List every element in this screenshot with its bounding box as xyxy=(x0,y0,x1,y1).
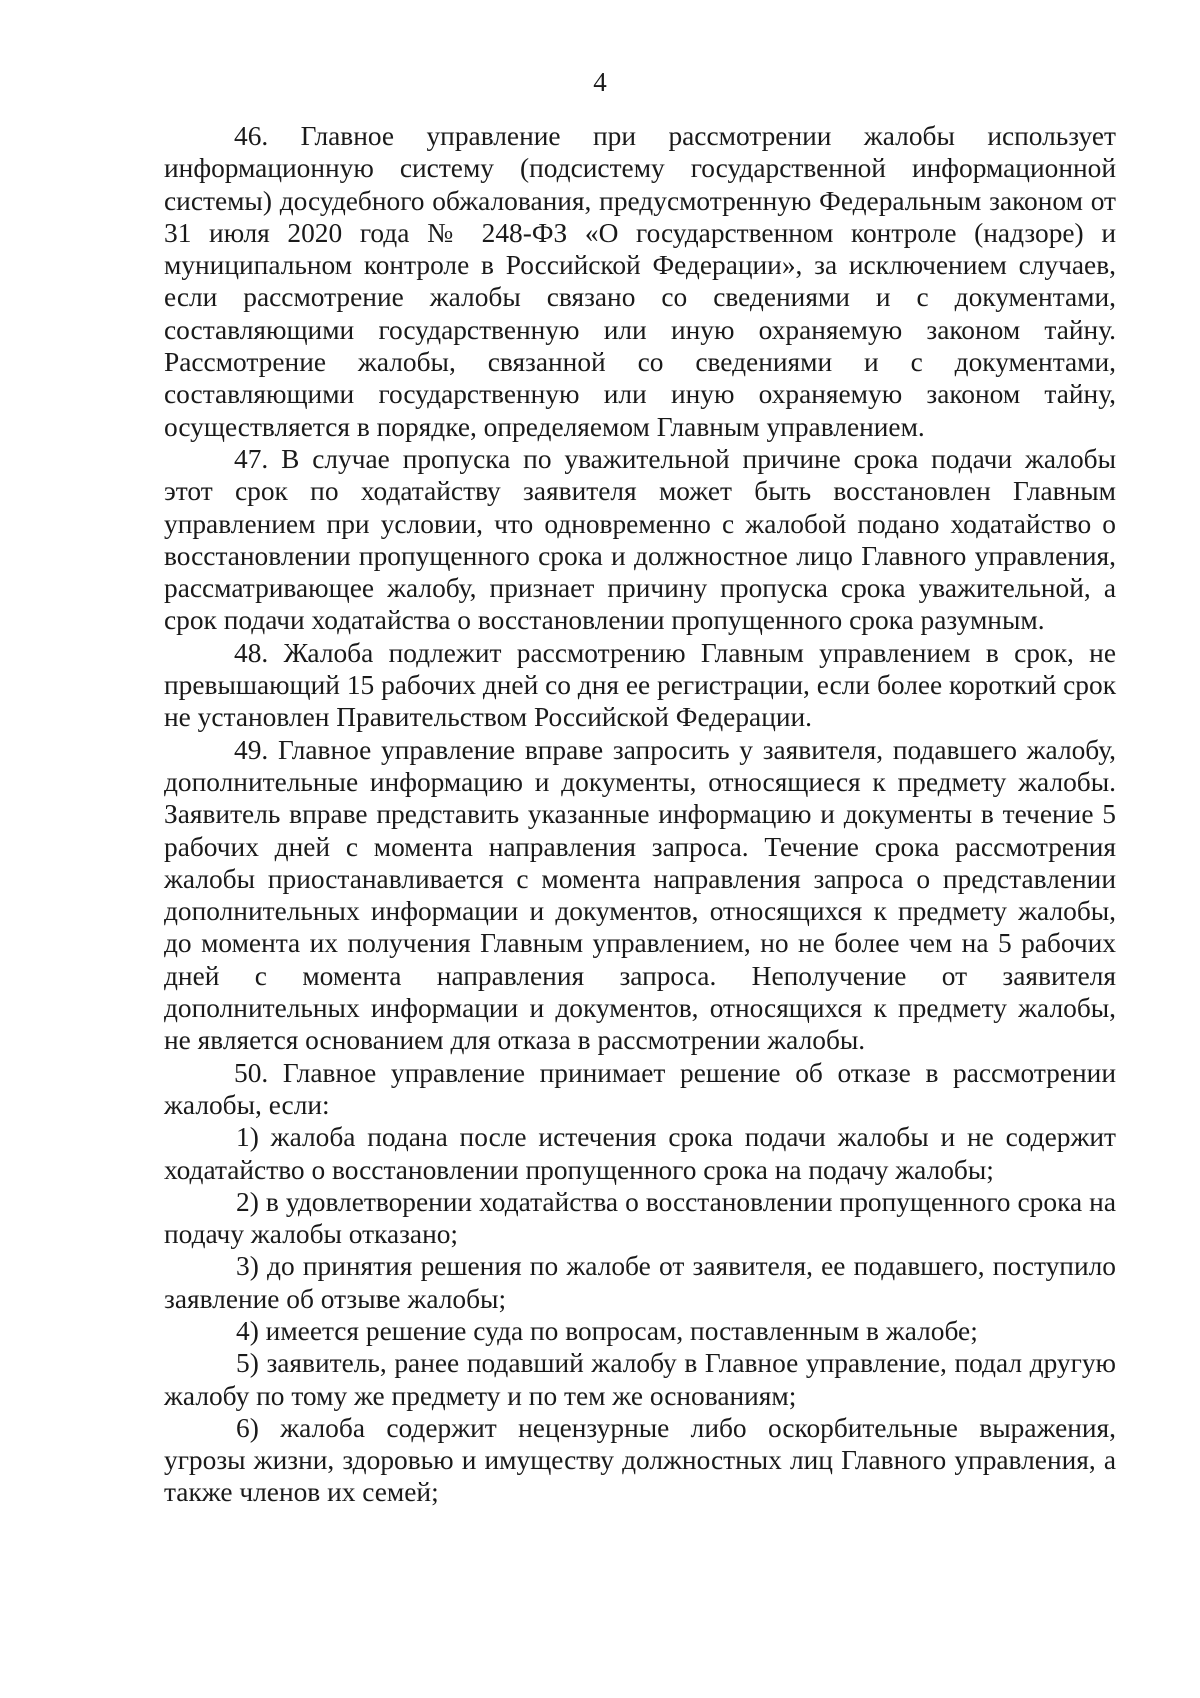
document-body xyxy=(164,120,1116,1509)
paragraph-46: 46. Главное управление при рассмотрении жалобы использует информационную систему (подсистему государственной информационной системы) досудебного обжалования, предусмотренную Федеральным законом от 31 июля 2020 года № 248-ФЗ «О государственном контроле (надзоре) и муниципальном контроле в Российской Федерации», за исключением случаев, если рассмотрение жалобы связано со сведениями и с документами, составляющими государственную или иную охраняемую законом тайну. Рассмотрение жалобы, связанной со сведениями и с документами, составляющими государственную или иную охраняемую законом тайну, осуществляется в порядке, определяемом Главным управлением. xyxy=(164,121,1116,442)
paragraph-48: 48. Жалоба подлежит рассмотрению Главным управлением в срок, не превышающий 15 рабочих дней со дня ее регистрации, если более короткий срок не установлен Правительством Российской Федерации. xyxy=(164,637,1116,733)
paragraph-47: 47. В случае пропуска по уважительной причине срока подачи жалобы этот срок по ходатайству заявителя может быть восстановлен Главным управлением при условии, что одновременно с жалобой подано ходатайство о восстановлении пропущенного срока и должностное лицо Главного управления, рассматривающее жалобу, признает причину пропуска срока уважительной, а срок подачи ходатайства о восстановлении пропущенного срока разумным. xyxy=(164,443,1116,636)
list-item-6: 6) жалоба содержит нецензурные либо оскорбительные выражения, угрозы жизни, здоровью и имуществу должностных лиц Главного управления, а также членов их семей; xyxy=(164,1412,1116,1508)
list-item-1: 1) жалоба подана после истечения срока подачи жалобы и не содержит ходатайство о восстановлении пропущенного срока на подачу жалобы; xyxy=(164,1122,1116,1185)
list-item-3: 3) до принятия решения по жалобе от заявителя, ее подавшего, поступило заявление об отзыве жалобы; xyxy=(164,1251,1116,1314)
list-item-4: 4) имеется решение суда по вопросам, поставленным в жалобе; xyxy=(236,1315,978,1346)
paragraph-49: 49. Главное управление вправе запросить у заявителя, подавшего жалобу, дополнительные информацию и документы, относящиеся к предмету жалобы. Заявитель вправе представить указанные информацию и документы в течение 5 рабочих дней с момента направления запроса. Течение срока рассмотрения жалобы приостанавливается с момента направления запроса о представлении дополнительных информации и документов, относящихся к предмету жалобы, до момента их получения Главным управлением, но не более чем на 5 рабочих дней с момента направления запроса. Неполучение от заявителя дополнительных информации и документов, относящихся к предмету жалобы, не является основанием для отказа в рассмотрении жалобы. xyxy=(164,734,1116,1056)
paragraph-50: 50. Главное управление принимает решение об отказе в рассмотрении жалобы, если: xyxy=(164,1057,1116,1120)
list-item-2: 2) в удовлетворении ходатайства о восстановлении пропущенного срока на подачу жалобы отказано; xyxy=(164,1186,1116,1250)
list-item-5: 5) заявитель, ранее подавший жалобу в Главное управление, подал другую жалобу по тому же предмету и по тем же основаниям; xyxy=(164,1348,1116,1411)
page-number: 4 xyxy=(593,67,607,97)
